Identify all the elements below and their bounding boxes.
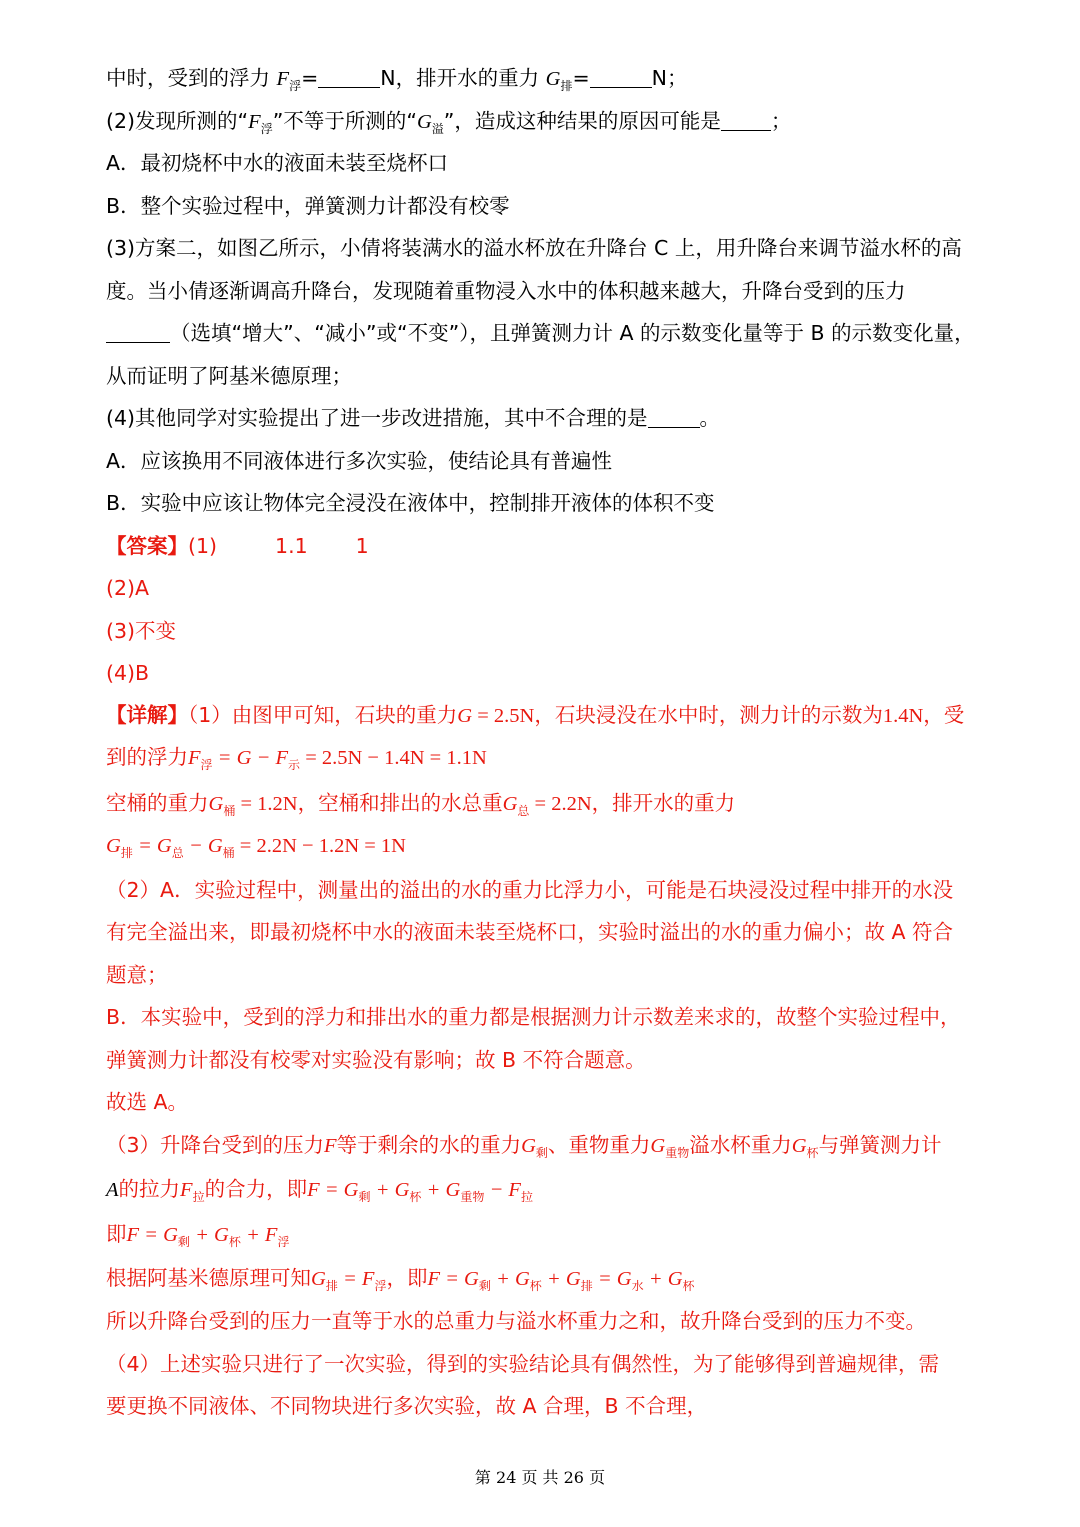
detail-p3-line-5: 所以升降台受到的压力一直等于水的总重力与溢水杯重力之和，故升降台受到的压力不变。 xyxy=(106,1309,926,1333)
answer-2: (2)A xyxy=(106,576,150,600)
q2-line: (2)发现所测的“$F_浮$”不等于所测的“$G_溢$”，造成这种结果的原因可能是 ； xyxy=(106,109,792,136)
answer-3: (3)不变 xyxy=(106,619,177,643)
page-footer: 第 24 页 共 26 页 xyxy=(474,1468,606,1487)
answer-4: (4)B xyxy=(106,661,150,685)
detail-p3-line-3: 即$F = G_剩 + G_杯 + F_浮$ xyxy=(106,1222,290,1249)
q3-line-1: (3)方案二，如图乙所示，小倩将装满水的溢水杯放在升降台 C 上，用升降台来调节溢水杯的高 xyxy=(106,236,962,260)
detail-p3-line-4: 根据阿基米德原理可知$G_排 = F_浮$，即$F = G_剩 + G_杯 + G_排 = G_水 + G_杯$ xyxy=(106,1266,695,1293)
q3-line-3: （选填“增大”、“减小”或“不变”），且弹簧测力计 A 的示数变化量等于 B 的示数变化量， xyxy=(106,318,1010,348)
detail-p1-line-1: 【详解】（1）由图甲可知，石块的重力G = 2.5N，石块浸没在水中时，测力计的示数为1.4N，受 xyxy=(106,703,965,727)
detail-p2-line-3: 题意； xyxy=(106,963,168,987)
q4-option-b: B．实验中应该让物体完全浸没在液体中，控制排开液体的体积不变 xyxy=(106,491,715,515)
answer-label: 【答案】 xyxy=(106,534,188,558)
detail-p2-line-6: 故选 A。 xyxy=(106,1090,189,1114)
detail-p1-line-3: 空桶的重力$G_桶 = 1.2N$，空桶和排出的水总重$G_总 = 2.2N$，排开水的重力 xyxy=(106,791,736,818)
detail-p2-line-5: 弹簧测力计都没有校零对实验没有影响；故 B 不符合题意。 xyxy=(106,1048,646,1072)
q4-option-a: A．应该换用不同液体进行多次实验，使结论具有普遍性 xyxy=(106,449,613,473)
detail-p2-line-2: 有完全溢出来，即最初烧杯中水的液面未装至烧杯口，实验时溢出的水的重力偏小；故 A 符合 xyxy=(106,920,954,944)
q3-line-4: 从而证明了阿基米德原理； xyxy=(106,364,352,388)
blank-q2 xyxy=(721,110,771,131)
blank-q3 xyxy=(106,322,170,343)
detail-p1-line-4: $G_排 = G_总 - G_桶 = 2.2N - 1.2N = 1N$ xyxy=(106,835,406,860)
q3-line-2: 度。当小倩逐渐调高升降台，发现随着重物浸入水中的体积越来越大，升降台受到的压力 xyxy=(106,279,906,303)
detail-p2-line-1: （2）A．实验过程中，测量出的溢出的水的重力比浮力小，可能是石块浸没过程中排开的水没 xyxy=(106,878,954,902)
blank-displaced-weight xyxy=(590,67,652,88)
blank-float-force xyxy=(318,67,380,88)
q2-option-b: B．整个实验过程中，弹簧测力计都没有校零 xyxy=(106,194,510,218)
answer-line-1: 【答案】(1) 1.1 1 xyxy=(106,534,369,558)
detail-p3-line-2: A的拉力$F_拉$的合力，即$F = G_剩 + G_杯 + G_{重物} - F_拉$ xyxy=(106,1177,533,1204)
detail-p2-line-4: B．本实验中，受到的浮力和排出水的重力都是根据测力计示数差来求的，故整个实验过程中， xyxy=(106,1005,961,1029)
blank-q4 xyxy=(648,407,700,428)
detail-p1-line-2: 到的浮力$F_浮 = G - F_示 = 2.5N - 1.4N = 1.1N$ xyxy=(106,745,487,772)
detail-label: 【详解】 xyxy=(106,703,188,727)
detail-p4-line-1: （4）上述实验只进行了一次实验，得到的实验结论具有偶然性，为了能够得到普遍规律，需 xyxy=(106,1352,940,1376)
detail-p3-line-1: （3）升降台受到的压力F等于剩余的水的重力$G_剩$、重物重力$G_{重物}$溢水杯重力$G_杯$与弹簧测力计 xyxy=(106,1133,942,1160)
q4-line: (4)其他同学对实验提出了进一步改进措施，其中不合理的是 。 xyxy=(106,406,721,430)
q2-option-a: A．最初烧杯中水的液面未装至烧杯口 xyxy=(106,151,449,175)
q1-line: 中时，受到的浮力 $F_浮= N$，排开水的重力 $G_排= N$； xyxy=(106,66,688,93)
detail-p4-line-2: 要更换不同液体、不同物块进行多次实验，故 A 合理，B 不合理， xyxy=(106,1394,708,1418)
